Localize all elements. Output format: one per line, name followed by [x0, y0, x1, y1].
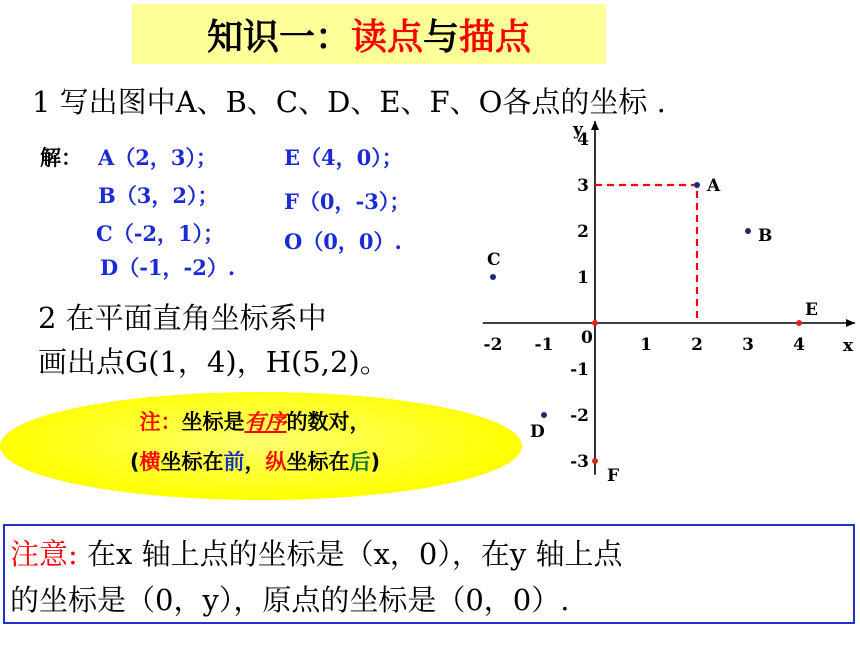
note-highlight: 有序 [244, 410, 287, 434]
y-tick-label: -2 [570, 406, 589, 426]
answer-c: C（-2，1）； [96, 221, 225, 246]
y-axis-label: y [573, 120, 583, 140]
note-back: 后 [349, 450, 371, 474]
title-read: 读点 [350, 16, 423, 58]
x-tick-label: 1 [640, 335, 652, 355]
y-tick-label: 3 [577, 176, 589, 196]
x-tick-label: 4 [793, 335, 805, 355]
notice-text-1: 在x 轴上点的坐标是（x，0），在y 轴上点 [77, 537, 623, 571]
answer-o: O（0，0）. [284, 229, 402, 254]
note-close-paren: ) [370, 450, 381, 474]
title-and: 与 [423, 16, 460, 58]
x-tick-label: 3 [742, 335, 754, 355]
notice-line-1 [10, 532, 622, 573]
note-front: 前 [223, 450, 245, 474]
y-tick-label: 2 [577, 222, 589, 242]
origin-label: 0 [581, 328, 593, 348]
note-text-a: 坐标是 [181, 410, 245, 434]
x-tick-label: -1 [534, 335, 554, 355]
note-line-1 [0, 406, 510, 436]
point-label: F [607, 466, 620, 486]
x-axis-arrow [846, 319, 855, 327]
section-title [132, 4, 606, 64]
data-point [745, 228, 751, 234]
point-a-guide [595, 185, 697, 323]
title-plot: 描点 [459, 16, 532, 58]
point-label: D [530, 422, 545, 442]
answer-f: F（0，-3）； [284, 189, 411, 214]
answer-d: D（-1，-2）. [100, 255, 236, 280]
question-2-line-2: 画出点G(1，4)，H(5,2)。 [38, 345, 389, 379]
point-label: B [758, 226, 773, 246]
note-horizontal: 横 [139, 450, 161, 474]
data-point [592, 320, 598, 326]
title-prefix: 知识一： [206, 16, 351, 58]
x-axis-label: x [843, 336, 854, 356]
note-open-paren: ( [129, 450, 140, 474]
x-tick-label: 2 [691, 335, 703, 355]
answer-b: B（3，2）； [98, 183, 219, 208]
coordinate-plane [470, 115, 860, 495]
note-text-b: 的数对， [286, 410, 371, 434]
question-2-line-1: 2 在平面直角坐标系中 [38, 301, 327, 335]
question-1: 1 写出图中A、B、C、D、E、F、O各点的坐标 . [32, 85, 666, 119]
data-point [541, 412, 547, 418]
y-tick-label: -1 [570, 360, 589, 380]
note-label: 注： [139, 410, 182, 434]
answer-a: A（2，3）； [98, 145, 218, 170]
point-label: A [707, 176, 721, 196]
note-vertical: 纵 [265, 450, 287, 474]
note-coord-at-2: 坐标在 [286, 450, 350, 474]
data-point [592, 458, 598, 464]
data-point [796, 320, 802, 326]
note-coord-at-1: 坐标在 [160, 450, 224, 474]
y-axis-arrow [591, 121, 599, 130]
note-line-2 [0, 446, 510, 476]
x-tick-label: -2 [483, 335, 503, 355]
point-label: C [487, 250, 501, 270]
note-comma: ， [244, 450, 266, 474]
answer-label: 解： [40, 145, 82, 170]
notice-label: 注意: [10, 537, 78, 571]
point-label: E [805, 300, 818, 320]
answer-e: E（4，0）； [284, 145, 403, 170]
notice-line-2: 的坐标是（0，y），原点的坐标是（0，0）. [10, 583, 570, 617]
y-tick-label: 1 [577, 268, 589, 288]
data-point [490, 274, 496, 280]
data-point [694, 182, 700, 188]
y-tick-label: 4 [577, 130, 589, 150]
y-tick-label: -3 [570, 452, 589, 472]
